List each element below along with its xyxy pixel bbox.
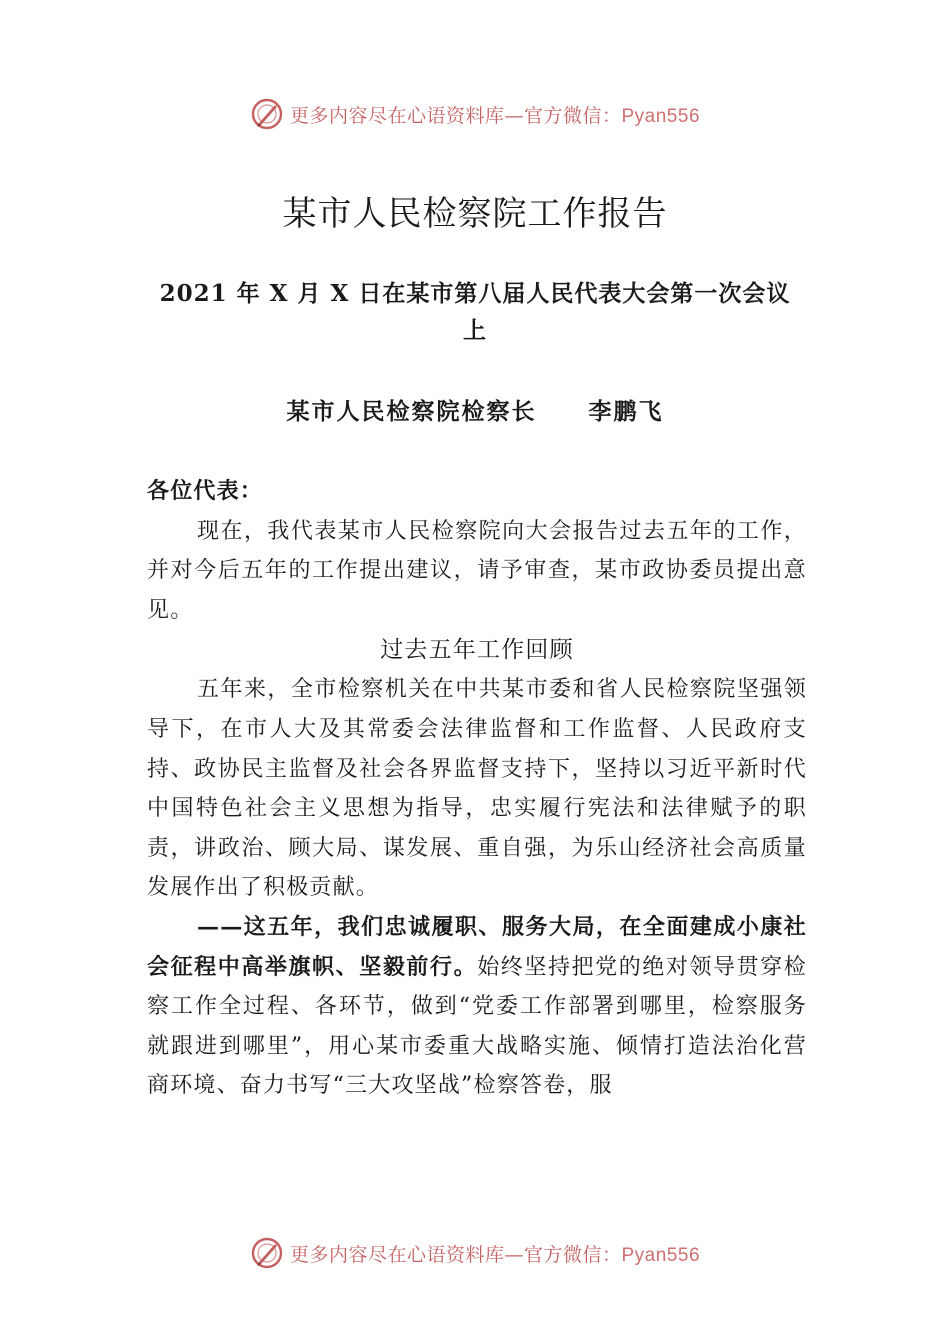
document-body: [147, 472, 807, 1106]
watermark-text: 更多内容尽在心语资料库—官方微信：Pyan556: [289, 1243, 701, 1266]
document-subtitle: 2021 年 X 月 X 日在某市第八届人民代表大会第一次会议上: [159, 280, 791, 344]
watermark-footer: [0, 1233, 950, 1273]
pen-logo-icon: [250, 1236, 284, 1270]
author-role: 某市人民检察院检察长: [286, 398, 537, 425]
paragraph-review: 五年来，全市检察机关在中共某市委和省人民检察院坚强领导下，在市人大及其常委会法律监督和工作监督、人民政府支持、政协民主监督及社会各界监督支持下，坚持以习近平新时代中国特色社会主义思想为指导，忠实履行宪法和法律赋予的职责，讲政治、顾大局、谋发展、重自强，为乐山经济社会高质量发展作出了积极贡献。: [147, 677, 807, 901]
watermark-header: [0, 94, 950, 134]
intro-paragraph: 现在，我代表某市人民检察院向大会报告过去五年的工作，并对今后五年的工作提出建议，请予审查，某市政协委员提出意见。: [147, 518, 807, 623]
section-heading: 过去五年工作回顾: [380, 637, 574, 664]
pen-logo-icon: [250, 97, 284, 131]
author-line: [0, 393, 950, 426]
paragraph-five-years: [147, 908, 807, 1106]
paragraph-body: 始终坚持把党的绝对领导贯穿检察工作全过程、各环节，做到“党委工作部署到哪里，检察服务就跟进到哪里”，用心某市委重大战略实施、倾情打造法治化营商环境、奋力书写“三大攻坚战”检察答卷，服: [147, 954, 807, 1099]
author-name: 李鹏飞: [588, 398, 664, 425]
salutation: 各位代表：: [147, 478, 264, 504]
watermark-text: 更多内容尽在心语资料库—官方微信：Pyan556: [289, 104, 701, 127]
document-title: 某市人民检察院工作报告: [282, 194, 668, 234]
paragraph-lead: ——这五年，我们忠诚履职、服务大局，在全面建成小康社会征程中高举旗帜、坚毅前行。: [147, 913, 807, 980]
